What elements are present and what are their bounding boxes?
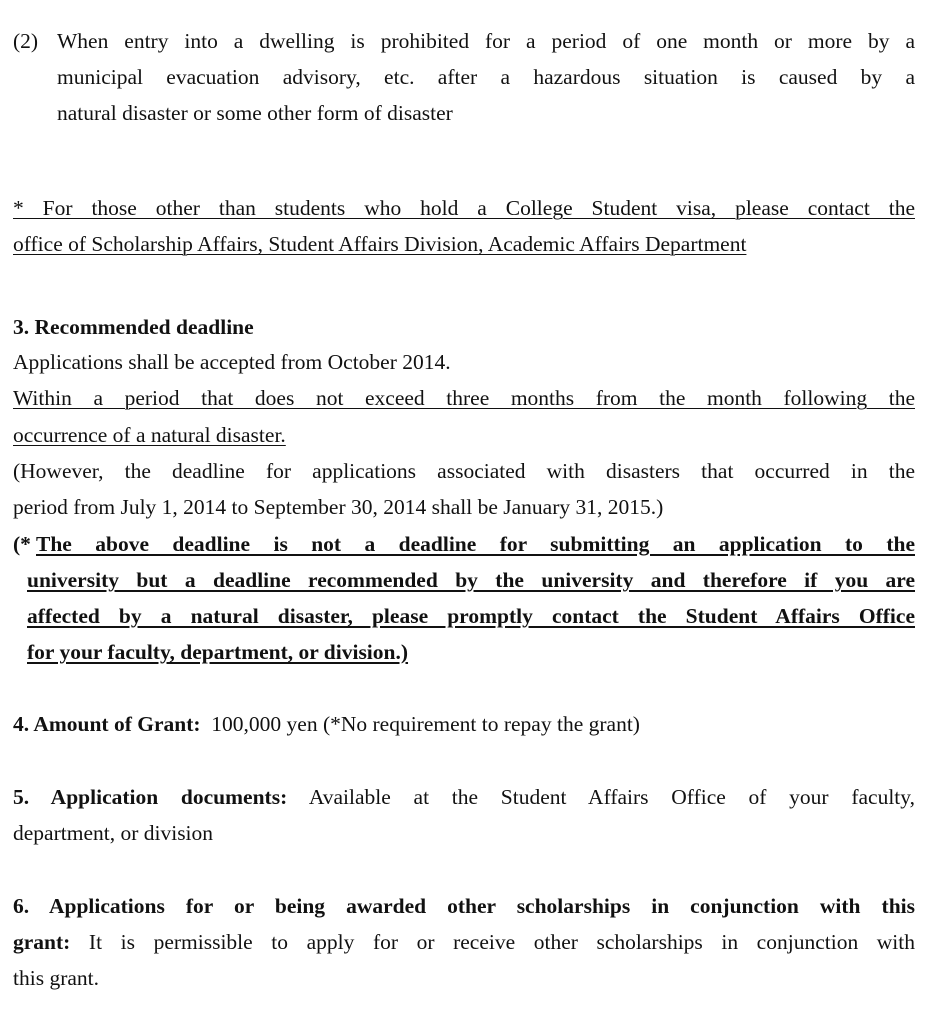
bold-note-line (27, 598, 915, 634)
section5 (13, 779, 915, 815)
section4 (13, 706, 915, 742)
bold-note-line (27, 634, 915, 670)
section3-line: (However, the deadline for applications associated with disasters that occurred in the (13, 459, 915, 483)
bold-note-text: affected by a natural disaster, please promptly contact the Student Affairs Office (27, 604, 915, 628)
item2-line: When entry into a dwelling is prohibited for a period of one month or more by a (57, 29, 915, 53)
section4-heading: 4. Amount of Grant: (13, 712, 201, 736)
section6-heading-text: grant: (13, 930, 71, 954)
item2-line: natural disaster or some other form of disaster (57, 101, 453, 125)
section6-line: this grant. (13, 966, 99, 990)
section5-text: Available at the Student Affairs Office of your faculty, (308, 785, 916, 809)
section6-heading (13, 888, 915, 924)
section3-heading-text: 3. Recommended deadline (13, 315, 254, 339)
bold-note-open: (* (13, 532, 31, 556)
section5-heading: 5. Application documents: (13, 785, 288, 809)
section3-line: period from July 1, 2014 to September 30, 2014 shall be January 31, 2015.) (13, 495, 664, 519)
section5-line: department, or division (13, 821, 214, 845)
bold-note-text: university but a deadline recommended by the university and therefore if you are (27, 568, 915, 592)
section6-text: It is permissible to apply for or receive other scholarships in conjunction with (88, 930, 915, 954)
bold-note-line (36, 526, 915, 562)
note-text: * For those other than students who hold a College Student visa, please contact the (13, 196, 915, 220)
note-text: office of Scholarship Affairs, Student Affairs Division, Academic Affairs Department (13, 232, 747, 256)
bold-note-line (27, 562, 915, 598)
bold-note-text: for your faculty, department, or division.) (27, 640, 409, 664)
note-line (13, 226, 915, 262)
section3-line (13, 380, 915, 416)
section3-line: Applications shall be accepted from October 2014. (13, 350, 451, 374)
bold-note-text: The above deadline is not a deadline for submitting an application to the (36, 532, 915, 556)
section3-heading (13, 309, 915, 345)
item2-line: municipal evacuation advisory, etc. after a hazardous situation is caused by a (57, 65, 915, 89)
section3-line (13, 417, 915, 453)
section4-text: 100,000 yen (*No requirement to repay the grant) (211, 712, 640, 736)
section6 (13, 924, 915, 960)
note-line (13, 190, 915, 226)
section3-underlined-text: occurrence of a natural disaster. (13, 423, 286, 447)
section6-heading-text: 6. Applications for or being awarded other scholarships in conjunction with this (13, 894, 915, 918)
item-number: (2) (13, 29, 39, 53)
section3-underlined-text: Within a period that does not exceed three months from the month following the (13, 386, 915, 410)
